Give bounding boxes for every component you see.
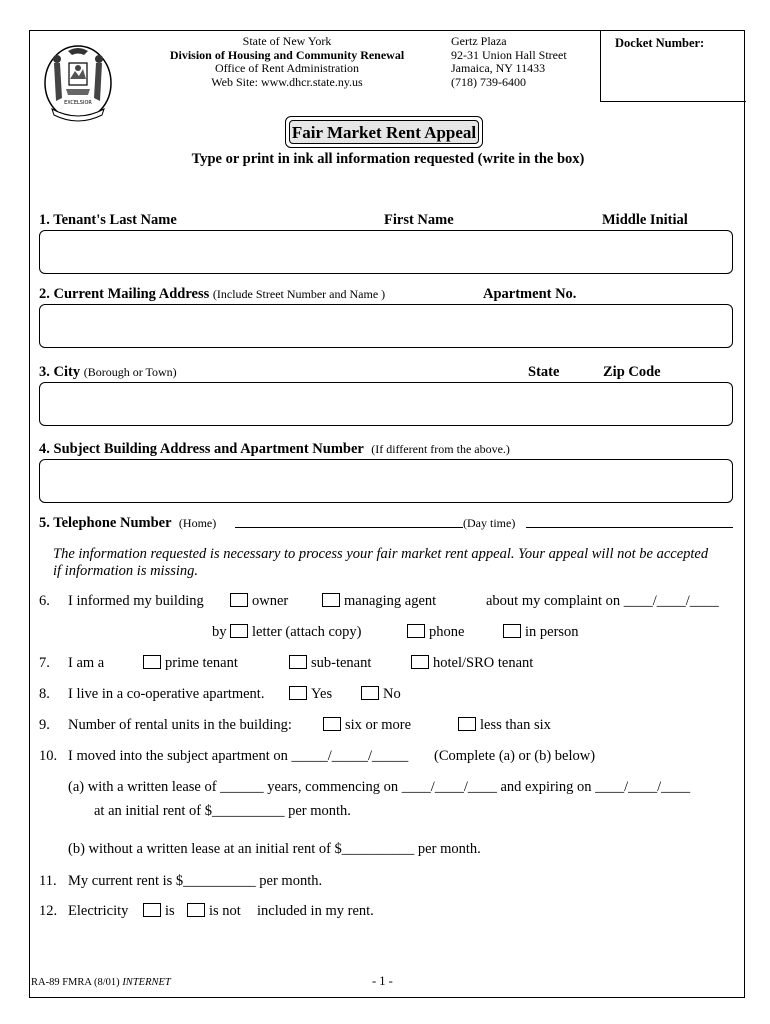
q4-label <box>39 441 510 458</box>
person-checkbox[interactable] <box>503 624 521 638</box>
q7-num: 7. <box>39 655 50 671</box>
sub-tenant-label: sub-tenant <box>311 655 372 671</box>
q6-agent-option[interactable] <box>322 593 436 610</box>
q10-a-line1: (a) with a written lease of ______ years, commencing on ____/____/____ and expiring on ____/____/____ <box>68 779 691 795</box>
q12-isnot-option[interactable] <box>187 903 241 920</box>
notice-text: The information requested is necessary to process your fair market rent appeal. Your appeal will not be accepted if information is missing. <box>53 546 709 579</box>
form-id <box>31 977 171 988</box>
q5-day-label: (Day time) <box>463 516 516 530</box>
letter-checkbox[interactable] <box>230 624 248 638</box>
q6-owner-option[interactable] <box>230 593 288 610</box>
owner-checkbox[interactable] <box>230 593 248 607</box>
city-field[interactable] <box>39 382 733 426</box>
q12-is-option[interactable] <box>143 903 175 920</box>
q5-label <box>39 515 216 532</box>
state-name: State of New York <box>242 34 332 48</box>
electricity-is-label: is <box>165 903 175 919</box>
electricity-isnot-label: is not <box>209 903 241 919</box>
phone-checkbox[interactable] <box>407 624 425 638</box>
q11-num: 11. <box>39 873 57 889</box>
q9-six-option[interactable] <box>323 717 411 734</box>
instruction-text: Type or print in ink all information requested (write in the box) <box>191 151 585 167</box>
q3-label-text: 3. City <box>39 364 81 380</box>
q6-letter-option[interactable] <box>230 624 362 641</box>
day-phone-line[interactable] <box>526 527 733 528</box>
coop-yes-label: Yes <box>311 686 333 702</box>
q2-label-text: 2. Current Mailing Address <box>39 286 210 302</box>
q12-num: 12. <box>39 903 58 919</box>
q3-zip-label: Zip Code <box>603 364 661 380</box>
address-line-3: Jamaica, NY 11433 <box>451 61 546 75</box>
electricity-isnot-checkbox[interactable] <box>187 903 205 917</box>
q5-label-text: 5. Telephone Number <box>39 515 172 531</box>
q2-apt-label: Apartment No. <box>483 286 577 302</box>
sub-tenant-checkbox[interactable] <box>289 655 307 669</box>
q6-by: by <box>212 624 227 640</box>
hotel-tenant-label: hotel/SRO tenant <box>433 655 534 671</box>
address-line-1: Gertz Plaza <box>451 34 507 48</box>
hotel-tenant-checkbox[interactable] <box>411 655 429 669</box>
docket-label: Docket Number: <box>615 36 705 50</box>
home-phone-line[interactable] <box>235 527 463 528</box>
q8-yes-option[interactable] <box>289 686 332 703</box>
agent-checkbox[interactable] <box>322 593 340 607</box>
letter-label: letter (attach copy) <box>252 624 362 640</box>
q6-phone-option[interactable] <box>407 624 464 641</box>
q9-num: 9. <box>39 717 50 733</box>
q7-prime-option[interactable] <box>143 655 238 672</box>
coop-no-label: No <box>383 686 401 702</box>
address-line-2: 92-31 Union Hall Street <box>451 47 567 62</box>
office-name: Office of Rent Administration <box>214 61 360 75</box>
state-seal-icon <box>42 43 114 125</box>
q4-label-text: 4. Subject Building Address and Apartment Number <box>39 441 364 457</box>
form-title: Fair Market Rent Appeal <box>289 120 479 144</box>
agent-label: managing agent <box>344 593 437 609</box>
prime-tenant-checkbox[interactable] <box>143 655 161 669</box>
title-box <box>285 116 483 148</box>
q7-hotel-option[interactable] <box>411 655 533 672</box>
q10-b: (b) without a written lease at an initial rent of $__________ per month. <box>68 841 481 857</box>
q8-no-option[interactable] <box>361 686 401 703</box>
agency-header <box>158 35 416 89</box>
q4-note: (If different from the above.) <box>371 442 510 456</box>
q7-sub-option[interactable] <box>289 655 371 672</box>
q1-label: 1. Tenant's Last Name <box>39 212 177 228</box>
q3-note: (Borough or Town) <box>83 365 177 379</box>
coop-yes-checkbox[interactable] <box>289 686 307 700</box>
q3-label <box>39 364 177 381</box>
q10-text: I moved into the subject apartment on _____/_____/_____ <box>68 748 409 764</box>
q6-complaint-date: about my complaint on ____/____/____ <box>486 593 719 609</box>
q6-text: I informed my building <box>68 593 204 609</box>
q6-person-option[interactable] <box>503 624 579 641</box>
owner-label: owner <box>252 593 289 609</box>
q2-label <box>39 286 385 303</box>
person-label: in person <box>525 624 579 640</box>
six-or-more-checkbox[interactable] <box>323 717 341 731</box>
q5-home-label: (Home) <box>178 516 217 530</box>
form-code: RA-89 FMRA (8/01) <box>31 977 120 988</box>
q6-num: 6. <box>39 593 50 609</box>
electricity-is-checkbox[interactable] <box>143 903 161 917</box>
q10-a-line2: at an initial rent of $__________ per month. <box>94 803 351 819</box>
prime-tenant-label: prime tenant <box>165 655 238 671</box>
agency-address <box>451 35 567 89</box>
building-address-field[interactable] <box>39 459 733 503</box>
tenant-name-field[interactable] <box>39 230 733 274</box>
coop-no-checkbox[interactable] <box>361 686 379 700</box>
q5-day-wrap <box>463 515 515 532</box>
less-than-six-label: less than six <box>480 717 551 733</box>
q12-rest: included in my rent. <box>257 903 374 919</box>
q1-first-label: First Name <box>384 212 454 228</box>
q3-state-label: State <box>528 364 560 380</box>
seal-motto: EXCELSIOR <box>64 100 92 106</box>
q10-complete-note: (Complete (a) or (b) below) <box>434 748 596 764</box>
docket-number-box[interactable] <box>600 30 746 102</box>
q12-text: Electricity <box>68 903 129 919</box>
q9-text: Number of rental units in the building: <box>68 717 292 733</box>
form-source: INTERNET <box>122 977 171 988</box>
phone-label: phone <box>429 624 465 640</box>
less-than-six-checkbox[interactable] <box>458 717 476 731</box>
q8-num: 8. <box>39 686 50 702</box>
q11-text: My current rent is $__________ per month. <box>68 873 323 889</box>
q7-text: I am a <box>68 655 105 671</box>
six-or-more-label: six or more <box>345 717 412 733</box>
mailing-address-field[interactable] <box>39 304 733 348</box>
q8-text: I live in a co-operative apartment. <box>68 686 265 702</box>
q10-num: 10. <box>39 748 58 764</box>
division-name: Division of Housing and Community Renewal <box>169 47 405 62</box>
q2-note: (Include Street Number and Name ) <box>212 287 386 301</box>
q1-middle-label: Middle Initial <box>602 212 688 228</box>
form-page <box>29 30 745 998</box>
agency-phone: (718) 739-6400 <box>451 74 526 89</box>
website: Web Site: www.dhcr.state.ny.us <box>211 74 363 89</box>
q9-less-option[interactable] <box>458 717 551 734</box>
page-number: - 1 - <box>372 974 393 988</box>
